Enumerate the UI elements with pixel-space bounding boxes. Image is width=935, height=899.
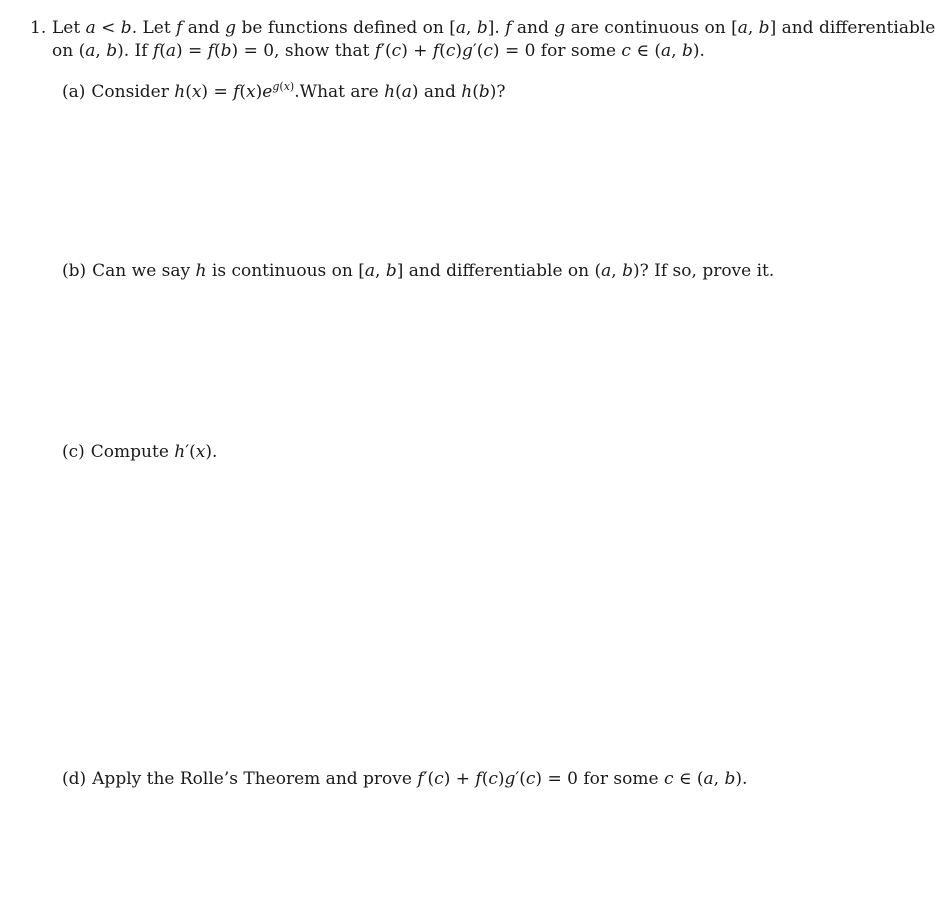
text: , bbox=[375, 261, 386, 281]
part-d-answer-space[interactable] bbox=[60, 798, 880, 888]
math: f bbox=[505, 18, 512, 38]
text: ) = 0, show that bbox=[231, 41, 375, 61]
text: ( bbox=[185, 82, 192, 102]
part-c-label: (c) bbox=[62, 442, 85, 462]
text: ( bbox=[279, 80, 284, 93]
math: c bbox=[434, 769, 444, 789]
math: h bbox=[174, 82, 186, 102]
math: a bbox=[85, 18, 96, 38]
part-a-label: (a) bbox=[62, 82, 86, 102]
math: x bbox=[246, 82, 256, 102]
math: a bbox=[401, 82, 412, 102]
math: f bbox=[417, 769, 424, 789]
part-b-question bbox=[62, 260, 774, 282]
part-a-question bbox=[62, 81, 506, 103]
math: g bbox=[554, 18, 566, 38]
text: ( bbox=[214, 41, 221, 61]
math: x bbox=[283, 80, 290, 93]
math: a bbox=[165, 41, 177, 61]
math: b bbox=[120, 18, 132, 38]
math: h bbox=[461, 82, 473, 102]
math: a bbox=[455, 18, 467, 38]
math: a bbox=[737, 18, 748, 38]
math: b bbox=[385, 261, 397, 281]
text: ) bbox=[255, 82, 263, 102]
part-b-label: (b) bbox=[62, 261, 87, 281]
text: ′( bbox=[423, 769, 435, 789]
text: ) = 0 for some bbox=[492, 41, 622, 61]
math: c bbox=[621, 41, 631, 61]
math: f bbox=[233, 82, 240, 102]
text: ] and differentiable on ( bbox=[396, 261, 602, 281]
text: ) = bbox=[201, 82, 234, 102]
text: ( bbox=[159, 41, 166, 61]
math: a bbox=[660, 41, 672, 61]
part-c-question bbox=[62, 441, 217, 463]
text: ). If bbox=[117, 41, 153, 61]
math: f bbox=[475, 769, 482, 789]
text: Compute bbox=[90, 442, 175, 462]
text: ] and differentiable bbox=[769, 18, 935, 38]
part-b-answer-space[interactable] bbox=[60, 290, 880, 430]
math: f bbox=[432, 41, 440, 61]
text: ( bbox=[439, 41, 446, 61]
text: )? bbox=[489, 82, 506, 102]
text: is continuous on [ bbox=[206, 261, 365, 281]
math: h bbox=[174, 442, 186, 462]
math: f bbox=[152, 41, 160, 61]
text: ) + bbox=[443, 769, 476, 789]
text: Apply the Rolle’s Theorem and prove bbox=[92, 769, 418, 789]
text: Can we say bbox=[92, 261, 196, 281]
math: c bbox=[525, 769, 536, 789]
math: a bbox=[601, 261, 612, 281]
math: x bbox=[195, 442, 206, 462]
text: ′( bbox=[472, 41, 484, 61]
part-c-answer-space[interactable] bbox=[60, 470, 880, 760]
text: and bbox=[511, 18, 555, 38]
problem-number: 1. bbox=[30, 18, 47, 38]
text: on ( bbox=[52, 41, 86, 61]
text: .What are bbox=[294, 82, 385, 102]
math: b bbox=[106, 41, 118, 61]
text: , bbox=[466, 18, 477, 38]
text: ) and bbox=[411, 82, 462, 102]
math: e bbox=[262, 82, 273, 102]
text: ′( bbox=[515, 769, 526, 789]
math: b bbox=[478, 82, 490, 102]
problem-statement-line-2 bbox=[52, 40, 705, 62]
math: c bbox=[391, 41, 402, 61]
text: Let bbox=[52, 18, 86, 38]
problem-statement-line-1 bbox=[30, 17, 935, 39]
text: ) bbox=[289, 80, 295, 93]
text: Consider bbox=[91, 82, 175, 102]
text: ′( bbox=[381, 41, 392, 61]
math: b bbox=[758, 18, 770, 38]
text: ). bbox=[692, 41, 705, 61]
math: b bbox=[220, 41, 232, 61]
text: are continuous on [ bbox=[565, 18, 738, 38]
text: ) = bbox=[176, 41, 208, 61]
math: x bbox=[191, 82, 202, 102]
text: , bbox=[671, 41, 682, 61]
part-d-question bbox=[62, 768, 747, 790]
math: f bbox=[207, 41, 214, 61]
text: ( bbox=[472, 82, 479, 102]
math: c bbox=[445, 41, 456, 61]
part-a-answer-space[interactable] bbox=[60, 110, 880, 250]
math: g bbox=[272, 80, 280, 93]
text: ) bbox=[497, 769, 505, 789]
text: , bbox=[747, 18, 759, 38]
text: ∈ ( bbox=[673, 769, 704, 789]
math: c bbox=[663, 769, 674, 789]
math: a bbox=[85, 41, 96, 61]
text: ). bbox=[205, 442, 218, 462]
text: ( bbox=[395, 82, 402, 102]
math: a bbox=[364, 261, 376, 281]
math: f bbox=[374, 41, 382, 61]
part-d-label: (d) bbox=[62, 769, 87, 789]
math: b bbox=[622, 261, 633, 281]
math: a bbox=[703, 769, 714, 789]
math: f bbox=[176, 18, 183, 38]
math: g bbox=[504, 769, 516, 789]
text: ]. bbox=[487, 18, 506, 38]
math: c bbox=[483, 41, 493, 61]
math: b bbox=[681, 41, 693, 61]
text: ∈ ( bbox=[630, 41, 661, 61]
math: h bbox=[195, 261, 207, 281]
math: b bbox=[476, 18, 488, 38]
text: ). bbox=[735, 769, 748, 789]
text: < bbox=[95, 18, 121, 38]
text: ) = 0 for some bbox=[535, 769, 664, 789]
text: . Let bbox=[131, 18, 177, 38]
text: ′( bbox=[185, 442, 196, 462]
text: , bbox=[95, 41, 107, 61]
math: c bbox=[488, 769, 498, 789]
text: ) + bbox=[401, 41, 433, 61]
text: , bbox=[611, 261, 623, 281]
math: g bbox=[461, 41, 473, 61]
text: ( bbox=[239, 82, 247, 102]
text: and bbox=[182, 18, 226, 38]
math: b bbox=[724, 769, 736, 789]
text: ( bbox=[481, 769, 489, 789]
math: h bbox=[384, 82, 396, 102]
text: , bbox=[713, 769, 725, 789]
text: be functions defined on [ bbox=[236, 18, 456, 38]
exponent bbox=[272, 80, 294, 93]
text: )? If so, prove it. bbox=[632, 261, 775, 281]
text: ) bbox=[455, 41, 462, 61]
math: g bbox=[225, 18, 237, 38]
